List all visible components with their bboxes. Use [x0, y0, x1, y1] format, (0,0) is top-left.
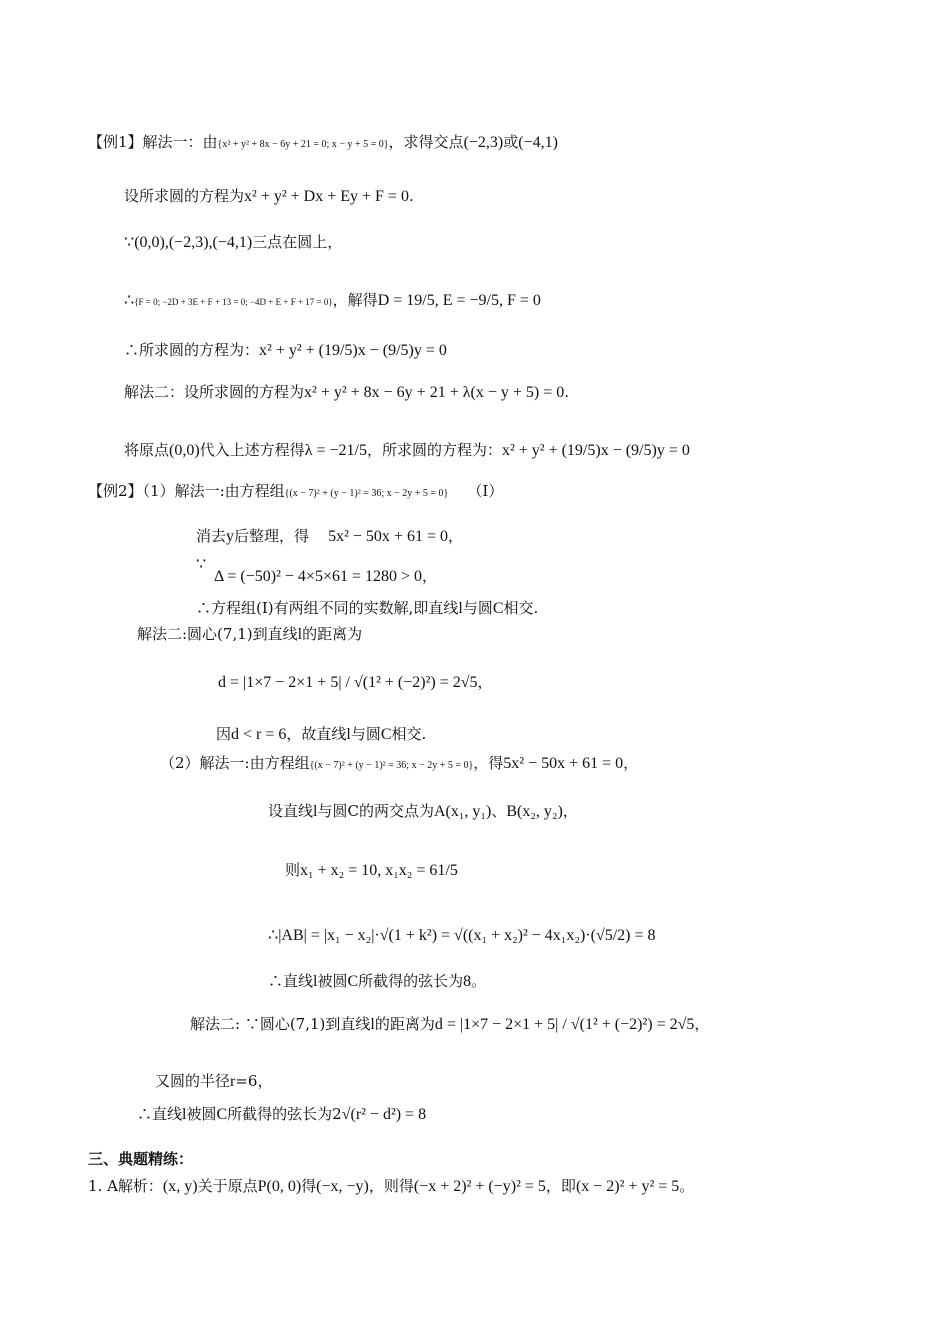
math-expression: d = |1×7 − 2×1 + 5| / √(1² + (−2)²) = 2√5	[434, 1016, 695, 1033]
math-expression: {x² + y² + 8x − 6y + 21 = 0; x − y + 5 = 0}	[217, 139, 389, 150]
text-fragment: 【例2】（1）解法一:由方程组	[88, 482, 285, 500]
text-line-ans1	[88, 1176, 694, 1197]
math-expression: x₁ + x₂ = 10, x₁x₂ = 61/5	[300, 862, 458, 879]
math-expression: Δ = (−50)² − 4×5×61 = 1280 > 0	[214, 568, 423, 585]
text-line-ex2-l14	[155, 1071, 272, 1092]
text-line-ex2-l3	[196, 554, 206, 575]
text-fragment: ，	[422, 567, 438, 585]
text-line-ex2-l15	[137, 1104, 426, 1125]
text-line-ex2-l10	[285, 860, 458, 881]
math-expression: |AB| = |x₁ − x₂|·√(1 + k²) = √((x₁ + x₂)² − 4x₁x₂)·(√5/2) = 8	[278, 927, 656, 944]
text-fragment: ，	[447, 527, 463, 545]
text-fragment: ∴方程组(Ⅰ)有两组不同的实数解,即直线	[196, 599, 459, 617]
math-expression: 8	[463, 973, 472, 990]
text-fragment: 解法二：设所求圆的方程为	[124, 383, 305, 401]
text-fragment: 。	[471, 972, 487, 990]
text-fragment: 设直线	[268, 802, 314, 820]
text-fragment: 又圆的半径	[155, 1072, 231, 1090]
text-line-ex2-l7	[216, 724, 426, 745]
text-line-ex2-l6	[218, 672, 493, 693]
math-expression: l	[182, 1106, 187, 1123]
text-fragment: 的距离为	[302, 625, 363, 643]
text-fragment: ∴所求圆的方程为：	[124, 341, 260, 359]
math-expression: (−2,3)	[463, 134, 504, 151]
text-fragment: ∴直线	[137, 1105, 183, 1123]
text-fragment: 因	[216, 725, 232, 743]
text-line-ex2-l5	[137, 624, 362, 645]
text-fragment: 相交.	[391, 725, 427, 743]
text-fragment: （Ⅰ）	[448, 482, 504, 500]
text-fragment: 关于原点	[197, 1177, 258, 1195]
text-line-ex1-l3	[124, 232, 342, 253]
text-fragment: 三、典题精练：	[88, 1150, 194, 1168]
math-expression: ∵	[124, 234, 135, 251]
text-line-ex2-l13	[190, 1014, 709, 1035]
text-fragment: 与圆	[350, 725, 381, 743]
text-fragment: ，	[562, 802, 578, 820]
math-expression: ∴	[124, 292, 135, 309]
text-line-ex1-l5	[124, 340, 447, 361]
text-fragment: ，	[694, 1015, 710, 1033]
math-expression: ∴	[268, 927, 279, 944]
text-fragment: 设所求圆的方程为	[124, 187, 245, 205]
text-line-ex2-l11	[268, 925, 656, 946]
math-expression: 5x² − 50x + 61 = 0	[503, 755, 624, 772]
text-line-ex1-l4	[124, 290, 541, 312]
text-fragment: 【例1】解法一：由	[88, 133, 218, 151]
text-fragment: 1. A解析：	[88, 1177, 163, 1195]
math-expression: d < r = 6	[231, 726, 287, 743]
math-expression: ∵	[196, 556, 207, 573]
math-expression: {(x − 7)² + (y − 1)² = 36; x − 2y + 5 = 0}	[309, 760, 474, 771]
text-fragment: =6，	[235, 1072, 273, 1090]
text-fragment: .	[408, 187, 414, 205]
math-expression: r	[230, 1073, 236, 1090]
text-fragment: 被圆	[186, 1105, 217, 1123]
math-expression: (−x + 2)² + (−y)² = 5	[413, 1178, 546, 1195]
math-expression: P(0, 0)	[257, 1178, 302, 1195]
text-fragment: .	[564, 383, 569, 401]
math-expression: l	[313, 803, 318, 820]
math-expression: {(x − 7)² + (y − 1)² = 36; x − 2y + 5 = 0}	[284, 488, 449, 499]
text-fragment: ，	[623, 754, 639, 772]
math-expression: A(x₁, y₁)	[433, 803, 492, 820]
text-fragment: 消去	[196, 527, 227, 545]
text-line-ex1-l2	[124, 186, 414, 207]
text-line-ex2-title	[88, 481, 503, 504]
math-expression: √(r² − d²) = 8	[341, 1106, 427, 1123]
text-fragment: 解法二:圆心(7,1)到直线	[137, 625, 298, 643]
math-expression: C	[492, 600, 504, 617]
text-fragment: ，得	[473, 754, 504, 772]
text-fragment: ，故直线	[286, 725, 347, 743]
text-fragment: 代入上述方程得	[199, 441, 305, 459]
math-expression: x² + y² + Dx + Ey + F = 0	[244, 188, 409, 205]
text-fragment: 后整理，得	[234, 527, 329, 545]
text-fragment: 。	[679, 1177, 695, 1195]
text-fragment: 则	[285, 861, 301, 879]
math-expression: l	[297, 626, 303, 643]
math-expression: λ = −21/5	[304, 442, 367, 459]
math-expression: C	[347, 973, 359, 990]
text-line-ex2-l3b	[214, 566, 437, 587]
math-expression: l	[346, 726, 351, 743]
math-expression: (−x, −y)	[316, 1178, 369, 1195]
text-fragment: 得	[301, 1177, 317, 1195]
math-expression: C	[380, 726, 392, 743]
math-expression: (x, y)	[162, 1178, 198, 1195]
text-fragment: 将原点	[124, 441, 170, 459]
text-fragment: 、	[491, 802, 507, 820]
text-line-ex2-l12	[268, 971, 486, 992]
math-expression: (−4,1)	[518, 134, 558, 151]
math-expression: l	[313, 973, 318, 990]
math-expression: x² + y² + (19/5)x − (9/5)y = 0	[259, 342, 447, 359]
text-fragment: ，求得交点	[388, 133, 464, 151]
math-expression: l	[458, 600, 463, 617]
math-expression: (0,0)	[169, 442, 200, 459]
text-fragment: 与圆	[462, 599, 493, 617]
text-line-ex2-l8	[160, 753, 638, 776]
text-line-ex1-title	[88, 132, 558, 155]
text-fragment: 被圆	[317, 972, 348, 990]
text-fragment: 或	[503, 133, 519, 151]
text-fragment: ，即	[545, 1177, 576, 1195]
text-fragment: ，则得	[368, 1177, 414, 1195]
text-line-ex1-l7	[124, 440, 690, 461]
text-fragment: 的距离为	[374, 1015, 435, 1033]
text-fragment: 三点在圆上，	[252, 233, 343, 251]
math-expression: D = 19/5, E = −9/5, F = 0	[377, 292, 541, 309]
math-expression: C	[216, 1106, 228, 1123]
text-fragment: （2）解法一:由方程组	[160, 754, 310, 772]
text-fragment: ，所求圆的方程为：	[366, 441, 502, 459]
text-line-sec3-heading	[88, 1149, 193, 1169]
math-expression: {F = 0; −2D + 3E + F + 13 = 0; −4D + E + F + 17 = 0}	[134, 297, 333, 307]
text-line-ex2-l9	[268, 801, 578, 822]
text-line-ex1-l6	[124, 382, 569, 403]
text-line-ex2-l4	[196, 598, 538, 619]
text-fragment: ∴直线	[268, 972, 314, 990]
text-fragment: 与圆C的两交点为	[317, 802, 434, 820]
text-fragment: ，	[477, 673, 493, 691]
math-expression: d = |1×7 − 2×1 + 5| / √(1² + (−2)²) = 2√5	[218, 674, 478, 691]
text-fragment: 所截得的弦长为2	[227, 1105, 342, 1123]
math-expression: l	[370, 1016, 375, 1033]
math-expression: 5x² − 50x + 61 = 0	[328, 528, 448, 545]
math-expression: x² + y² + (19/5)x − (9/5)y = 0	[501, 442, 690, 459]
math-expression: (x − 2)² + y² = 5	[575, 1178, 680, 1195]
text-fragment: 解法二: ∵圆心(7,1)到直线	[190, 1015, 371, 1033]
text-fragment: ，解得	[332, 291, 378, 309]
math-expression: y	[226, 528, 235, 545]
text-line-ex2-l2	[196, 526, 463, 547]
math-expression: x² + y² + 8x − 6y + 21 + λ(x − y + 5) = 0	[304, 384, 565, 401]
text-fragment: 相交.	[503, 599, 539, 617]
text-fragment: 所截得的弦长为	[358, 972, 464, 990]
math-expression: (0,0),(−2,3),(−4,1)	[134, 234, 253, 251]
math-expression: B(x₂, y₂)	[506, 803, 563, 820]
